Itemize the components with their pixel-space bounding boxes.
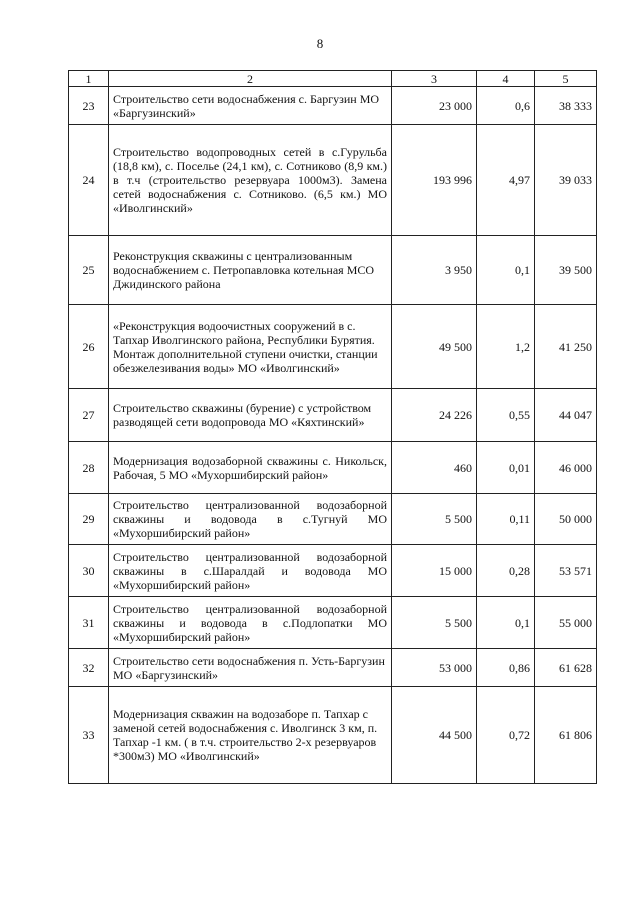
value-col-5: 41 250: [535, 305, 597, 389]
project-name: Строительство сети водоснабжения п. Усть-Баргузин МО «Баргузинский»: [109, 649, 392, 687]
row-number: 24: [69, 125, 109, 236]
column-header: 3: [392, 71, 477, 87]
value-col-5: 39 033: [535, 125, 597, 236]
page-number: 8: [316, 36, 324, 51]
table-row: [69, 545, 597, 597]
value-col-4: 0,28: [477, 545, 535, 597]
project-name: Реконструкция скважины с централизованным водоснабжением с. Петропавловка котельная МСО Джидинского района: [109, 236, 392, 305]
table-row: [69, 649, 597, 687]
table-row: [69, 494, 597, 545]
project-name: Строительство централизованной водозаборной скважины в с.Шаралдай и водовода МО «Мухоршибирский район»: [109, 545, 392, 597]
value-col-4: 0,55: [477, 389, 535, 442]
row-number: 28: [69, 442, 109, 494]
value-col-3: 44 500: [392, 687, 477, 784]
row-number: 32: [69, 649, 109, 687]
table-header-row: [69, 71, 597, 87]
value-col-4: 0,11: [477, 494, 535, 545]
row-number: 31: [69, 597, 109, 649]
value-col-3: 23 000: [392, 87, 477, 125]
column-header: 5: [535, 71, 597, 87]
table-row: [69, 687, 597, 784]
project-name: Модернизация скважин на водозаборе п. Тапхар с заменой сетей водоснабжения с. Иволгинск 3 км, п. Тапхар -1 км. ( в т.ч. строительство 2-х резервуаров *300м3) МО «Иволгинский»: [109, 687, 392, 784]
value-col-5: 44 047: [535, 389, 597, 442]
row-number: 26: [69, 305, 109, 389]
value-col-4: 0,1: [477, 236, 535, 305]
row-number: 30: [69, 545, 109, 597]
value-col-4: 0,86: [477, 649, 535, 687]
value-col-4: 0,72: [477, 687, 535, 784]
value-col-3: 5 500: [392, 494, 477, 545]
project-name: Строительство скважины (бурение) с устройством разводящей сети водопровода МО «Кяхтинский»: [109, 389, 392, 442]
project-name: Строительство централизованной водозаборной скважины и водовода в с.Подлопатки МО «Мухоршибирский район»: [109, 597, 392, 649]
value-col-5: 46 000: [535, 442, 597, 494]
project-name: Строительство сети водоснабжения с. Баргузин МО «Баргузинский»: [109, 87, 392, 125]
value-col-5: 55 000: [535, 597, 597, 649]
row-number: 33: [69, 687, 109, 784]
projects-table: [68, 70, 597, 784]
value-col-5: 50 000: [535, 494, 597, 545]
project-name: Строительство централизованной водозаборной скважины и водовода в с.Тугнуй МО «Мухоршибирский район»: [109, 494, 392, 545]
table-row: [69, 236, 597, 305]
value-col-5: 61 628: [535, 649, 597, 687]
value-col-4: 0,6: [477, 87, 535, 125]
project-name: «Реконструкция водоочистных сооружений в с. Тапхар Иволгинского района, Республики Бурятия. Монтаж дополнительной ступени очистки, станции обезжелезивания воды» МО «Иволгинский»: [109, 305, 392, 389]
table-row: [69, 125, 597, 236]
project-name: Модернизация водозаборной скважины с. Никольск, Рабочая, 5 МО «Мухоршибирский район»: [109, 442, 392, 494]
table-row: [69, 305, 597, 389]
column-header: 4: [477, 71, 535, 87]
row-number: 29: [69, 494, 109, 545]
value-col-4: 4,97: [477, 125, 535, 236]
value-col-4: 0,1: [477, 597, 535, 649]
project-name: Строительство водопроводных сетей в с.Гурульба (18,8 км), с. Поселье (24,1 км), с. Сотниково (8,9 км.) в т.ч (строительство резервуара 1000м3). Замена сетей водоснабжения с. Сотниково. (6,5 км.) МО «Иволгинский»: [109, 125, 392, 236]
column-header: 1: [69, 71, 109, 87]
value-col-5: 39 500: [535, 236, 597, 305]
value-col-4: 1,2: [477, 305, 535, 389]
value-col-5: 38 333: [535, 87, 597, 125]
table-row: [69, 87, 597, 125]
column-header: 2: [109, 71, 392, 87]
value-col-5: 61 806: [535, 687, 597, 784]
table-row: [69, 442, 597, 494]
row-number: 25: [69, 236, 109, 305]
value-col-4: 0,01: [477, 442, 535, 494]
value-col-3: 3 950: [392, 236, 477, 305]
row-number: 27: [69, 389, 109, 442]
value-col-3: 15 000: [392, 545, 477, 597]
table-row: [69, 389, 597, 442]
value-col-5: 53 571: [535, 545, 597, 597]
value-col-3: 193 996: [392, 125, 477, 236]
value-col-3: 5 500: [392, 597, 477, 649]
value-col-3: 49 500: [392, 305, 477, 389]
value-col-3: 24 226: [392, 389, 477, 442]
row-number: 23: [69, 87, 109, 125]
table-row: [69, 597, 597, 649]
value-col-3: 460: [392, 442, 477, 494]
value-col-3: 53 000: [392, 649, 477, 687]
